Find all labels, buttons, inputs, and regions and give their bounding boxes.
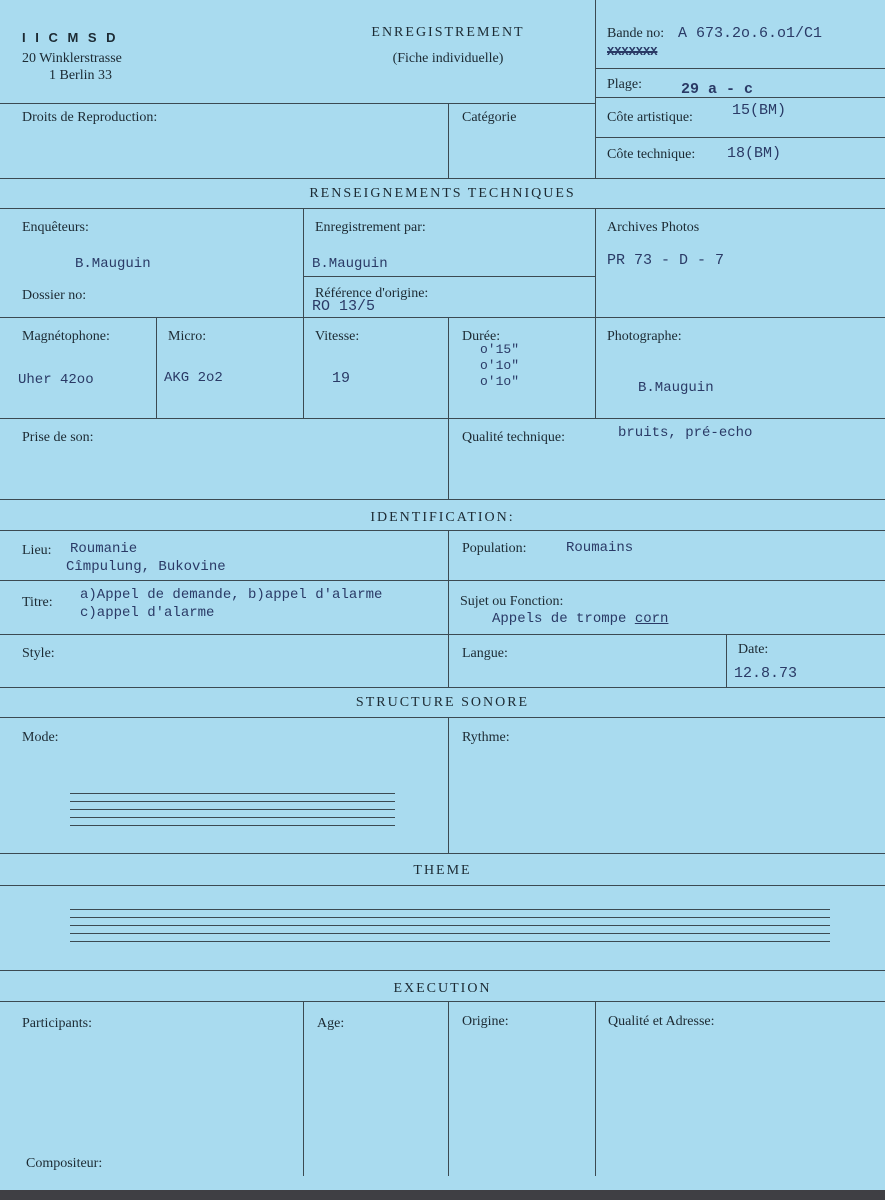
qualite-technique-label: Qualité technique: [462,430,566,445]
plage-value: 29 a - c [681,81,754,98]
rule [726,634,727,687]
rule [448,530,449,687]
duree-value-1: o'15" [480,342,520,357]
dossier-label: Dossier no: [22,288,87,303]
droits-label: Droits de Reproduction: [22,110,158,125]
cote-artistique-label: Côte artistique: [607,110,693,125]
rule [0,687,885,688]
lieu-value-2: Cîmpulung, Bukovine [66,559,226,575]
staff-line [70,933,830,934]
staff-line [70,909,830,910]
sujet-label: Sujet ou Fonction: [460,594,564,609]
micro-value: AKG 2o2 [164,370,223,386]
prise-de-son-label: Prise de son: [22,430,94,445]
magnetophone-label: Magnétophone: [22,329,110,344]
rule [0,853,885,854]
titre-label: Titre: [22,595,53,610]
rule [0,178,885,179]
reference-value: RO 13/5 [312,298,376,315]
rule [0,499,885,500]
lieu-value-1: Roumanie [70,541,138,557]
staff-line [70,917,830,918]
vitesse-value: 19 [332,370,351,387]
rule [0,970,885,971]
rule [595,68,885,69]
section-renseignements: RENSEIGNEMENTS TECHNIQUES [309,186,576,201]
sujet-underlined-text: corn [634,611,669,627]
staff-line [70,801,395,802]
lieu-label: Lieu: [22,543,52,558]
rule [595,208,596,418]
sujet-text: Appels de trompe [492,611,627,627]
rule [595,0,596,178]
population-label: Population: [462,541,527,556]
style-label: Style: [22,646,55,661]
rule [303,276,595,277]
rule [303,1001,304,1176]
rule [595,1001,596,1176]
institute-street: 20 Winklerstrasse [22,51,122,66]
sujet-value [492,611,668,628]
archives-photos-label: Archives Photos [607,220,700,235]
section-identification: IDENTIFICATION: [370,510,515,525]
photographe-label: Photographe: [607,329,682,344]
langue-label: Langue: [462,646,508,661]
magnetophone-value: Uher 42oo [18,372,94,388]
reference-label: Référence d'origine: [315,286,429,301]
staff-line [70,941,830,942]
staff-line [70,925,830,926]
titre-value-1: a)Appel de demande, b)appel d'alarme [80,587,383,603]
plage-label: Plage: [607,77,642,92]
rule [156,317,157,418]
staff-line [70,809,395,810]
cote-artistique-value: 15(BM) [732,102,787,119]
vitesse-label: Vitesse: [315,329,360,344]
qualite-adresse-label: Qualité et Adresse: [608,1014,715,1029]
rule [0,1001,885,1002]
rule [0,717,885,718]
duree-value-2: o'1o" [480,358,520,373]
bande-struck-value: XXXXXXX [607,45,658,59]
staff-line [70,793,395,794]
rule [0,208,885,209]
mode-label: Mode: [22,730,59,745]
compositeur-label: Compositeur: [26,1156,103,1171]
participants-label: Participants: [22,1016,92,1031]
rule [0,885,885,886]
card-title: ENREGISTREMENT [371,25,525,40]
population-value: Roumains [566,540,634,556]
duree-value-3: o'1o" [480,374,520,389]
scan-bottom-edge [0,1190,885,1200]
photographe-value: B.Mauguin [638,380,714,396]
age-label: Age: [317,1016,345,1031]
categorie-label: Catégorie [462,110,517,125]
rule [0,580,885,581]
enregistrement-par-value: B.Mauguin [312,256,388,272]
duree-label: Durée: [462,329,501,344]
institute-city: 1 Berlin 33 [49,68,112,83]
micro-label: Micro: [168,329,207,344]
rule [0,103,595,104]
rule [448,317,449,499]
cote-technique-value: 18(BM) [727,145,782,162]
enqueteurs-label: Enquêteurs: [22,220,89,235]
date-label: Date: [738,642,769,657]
section-structure-sonore: STRUCTURE SONORE [355,695,530,710]
staff-line [70,825,395,826]
institute-name: I I C M S D [22,30,119,45]
rule [448,717,449,853]
qualite-technique-value: bruits, pré-echo [618,425,753,441]
rule [303,208,304,418]
origine-label: Origine: [462,1014,509,1029]
rule [0,317,885,318]
section-execution: EXECUTION [393,981,492,996]
bande-label: Bande no: [607,26,665,41]
enqueteurs-value: B.Mauguin [75,256,151,272]
bande-value: A 673.2o.6.o1/C1 [678,25,823,42]
rule [448,1001,449,1176]
rule [595,137,885,138]
enregistrement-par-label: Enregistrement par: [315,220,426,235]
archives-photos-value: PR 73 - D - 7 [607,252,725,269]
rule [0,418,885,419]
rule [448,103,449,178]
section-theme: THEME [413,863,472,878]
rule [0,634,885,635]
titre-value-2: c)appel d'alarme [80,605,215,621]
date-value: 12.8.73 [734,665,798,682]
staff-line [70,817,395,818]
cote-technique-label: Côte technique: [607,147,696,162]
rythme-label: Rythme: [462,730,510,745]
rule [0,530,885,531]
card-subtitle: (Fiche individuelle) [392,51,504,66]
